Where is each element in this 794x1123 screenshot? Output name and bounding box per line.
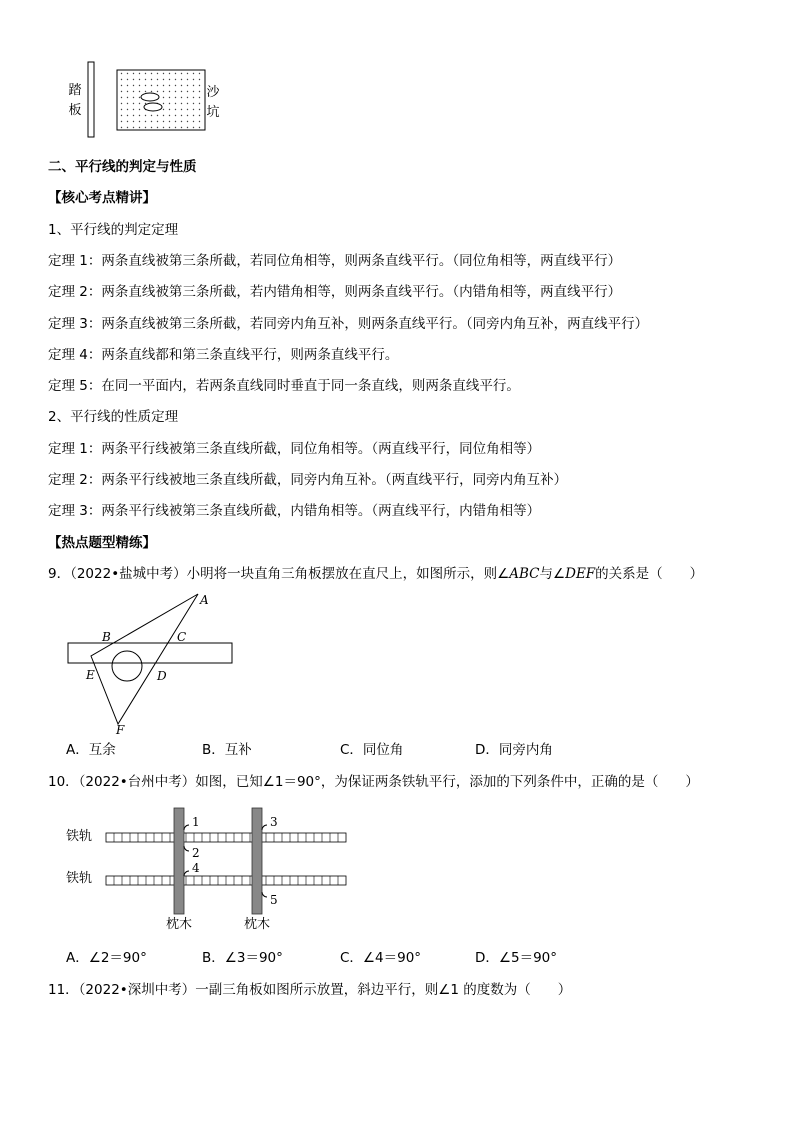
- q9-figure: [60, 588, 250, 738]
- label-F: F: [116, 723, 125, 737]
- judge-item-4: 定理 4：两条直线都和第三条直线平行，则两条直线平行。: [48, 347, 399, 363]
- core-title: 【核心考点精讲】: [48, 190, 156, 206]
- angle-3-arc: [262, 825, 267, 830]
- judge-item-3: 定理 3：两条直线被第三条所截，若同旁内角互补，则两条直线平行。（同旁内角互补，两直线平行）: [48, 316, 649, 332]
- angle-1-arc: [184, 825, 189, 830]
- pit-label-1: 沙: [206, 85, 220, 100]
- tie-label-2: 枕木: [244, 917, 271, 932]
- judge-title: 1、平行线的判定定理: [48, 222, 179, 238]
- label-D: D: [157, 669, 167, 683]
- rail-label-2: 铁轨: [66, 871, 93, 886]
- footprint-2: [144, 103, 162, 111]
- hot-title: 【热点题型精练】: [48, 535, 156, 551]
- judge-item-1: 定理 1：两条直线被第三条所截，若同位角相等，则两条直线平行。（同位角相等，两直线平行）: [48, 253, 622, 269]
- takeoff-board: [88, 62, 94, 137]
- q9-text: [48, 564, 703, 584]
- tie-label-1: 枕木: [166, 917, 193, 932]
- q10-option-d: D．∠5＝90°: [475, 950, 558, 966]
- sand-pit: [117, 70, 205, 130]
- angle-1-label: 1: [192, 815, 200, 829]
- q10-figure: [60, 800, 360, 940]
- set-square: [91, 594, 198, 724]
- section-heading: 二、平行线的判定与性质: [48, 159, 197, 175]
- q9-option-a: A．互余: [66, 742, 116, 758]
- q9-option-d: D．同旁内角: [475, 742, 553, 758]
- tie-2: [252, 808, 262, 914]
- judge-item-2: 定理 2：两条直线被第三条所截，若内错角相等，则两条直线平行。（内错角相等，两直线平行）: [48, 284, 622, 300]
- prop-item-1: 定理 1：两条平行线被第三条直线所截，同位角相等。（两直线平行，同位角相等）: [48, 441, 541, 457]
- q10-option-c: C．∠4＝90°: [340, 950, 422, 966]
- q10-option-a: A．∠2＝90°: [66, 950, 147, 966]
- q9-abc: ABC: [509, 566, 540, 582]
- ruler-hole: [112, 651, 142, 681]
- q9-option-c: C．同位角: [340, 742, 404, 758]
- label-E: E: [86, 668, 95, 682]
- jump-figure: [60, 60, 240, 140]
- q9-option-b: B．互补: [202, 742, 252, 758]
- prop-title: 2、平行线的性质定理: [48, 409, 179, 425]
- label-A: A: [200, 593, 209, 607]
- rail-label-1: 铁轨: [66, 829, 93, 844]
- angle-2-arc: [184, 846, 189, 851]
- label-B: B: [102, 630, 111, 644]
- q9-def: DEF: [565, 566, 596, 582]
- angle-5-label: 5: [270, 893, 278, 907]
- footprint-1: [141, 93, 159, 101]
- angle-2-label: 2: [192, 846, 200, 860]
- q9-suffix: 的关系是（ ）: [595, 566, 704, 582]
- board-label-2: 板: [68, 103, 82, 118]
- pit-label-2: 坑: [206, 105, 220, 120]
- label-C: C: [177, 630, 187, 644]
- angle-3-label: 3: [270, 815, 278, 829]
- q10-option-b: B．∠3＝90°: [202, 950, 283, 966]
- q9-mid: 与∠: [539, 566, 566, 582]
- angle-4-arc: [184, 871, 189, 876]
- q9-prefix: 9．（2022•盐城中考）小明将一块直角三角板摆放在直尺上，如图所示，则∠: [48, 566, 510, 582]
- prop-item-2: 定理 2：两条平行线被地三条直线所截，同旁内角互补。（两直线平行，同旁内角互补）: [48, 472, 568, 488]
- q10-drawing: [60, 800, 360, 940]
- prop-item-3: 定理 3：两条平行线被第三条直线所截，内错角相等。（两直线平行，内错角相等）: [48, 503, 541, 519]
- angle-4-label: 4: [192, 861, 200, 875]
- q11-text: 11．（2022•深圳中考）一副三角板如图所示放置，斜边平行，则∠1 的度数为（ ）: [48, 982, 572, 998]
- board-label-1: 踏: [68, 83, 82, 98]
- tie-1: [174, 808, 184, 914]
- q10-text: 10．（2022•台州中考）如图，已知∠1＝90°，为保证两条铁轨平行，添加的下列条件中，正确的是（ ）: [48, 774, 699, 790]
- angle-5-arc: [262, 892, 267, 897]
- judge-item-5: 定理 5：在同一平面内，若两条直线同时垂直于同一条直线，则两条直线平行。: [48, 378, 520, 394]
